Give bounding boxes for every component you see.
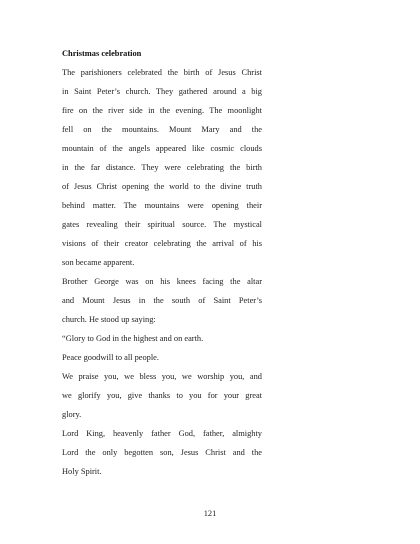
paragraph <box>62 367 262 424</box>
text-line: Peace goodwill to all people. <box>62 353 159 362</box>
paragraph <box>62 272 262 329</box>
text-line: fell on the mountains. Mount Mary and the <box>62 125 262 134</box>
text-line: behind matter. The mountains were opening their <box>62 201 262 210</box>
text-line: in the far distance. They were celebrating the birth <box>62 163 262 172</box>
text-line: The parishioners celebrated the birth of Jesus Christ <box>62 68 262 77</box>
text-line: gates revealing their spiritual source. The mystical <box>62 220 262 229</box>
text-line: and Mount Jesus in the south of Saint Peter’s <box>62 296 262 305</box>
text-line: in Saint Peter’s church. They gathered around a big <box>62 87 262 96</box>
text-line: we glorify you, give thanks to you for your great <box>62 391 262 400</box>
text-line: son became apparent. <box>62 258 135 267</box>
paragraph <box>62 348 262 367</box>
text-line: of Jesus Christ opening the world to the divine truth <box>62 182 262 191</box>
text-line: We praise you, we bless you, we worship you, and <box>62 372 262 381</box>
text-line: Lord King, heavenly father God, father, almighty <box>62 429 262 438</box>
text-line: glory. <box>62 410 82 419</box>
text-line: church. He stood up saying: <box>62 315 156 324</box>
paragraph <box>62 424 262 481</box>
page-title: Christmas celebration <box>62 49 142 58</box>
paragraph-list <box>62 63 262 481</box>
text-line: visions of their creator celebrating the arrival of his <box>62 239 262 248</box>
page-body <box>62 44 262 481</box>
text-line: Holy Spirit. <box>62 467 102 476</box>
text-line: mountain of the angels appeared like cosmic clouds <box>62 144 262 153</box>
text-line: “Glory to God in the highest and on earth. <box>62 334 204 343</box>
page-number: 121 <box>203 509 217 518</box>
paragraph <box>62 63 262 272</box>
text-line: Lord the only begotten son, Jesus Christ and the <box>62 448 262 457</box>
text-line: fire on the river side in the evening. The moonlight <box>62 106 262 115</box>
paragraph <box>62 329 262 348</box>
text-line: Brother George was on his knees facing the altar <box>62 277 262 286</box>
